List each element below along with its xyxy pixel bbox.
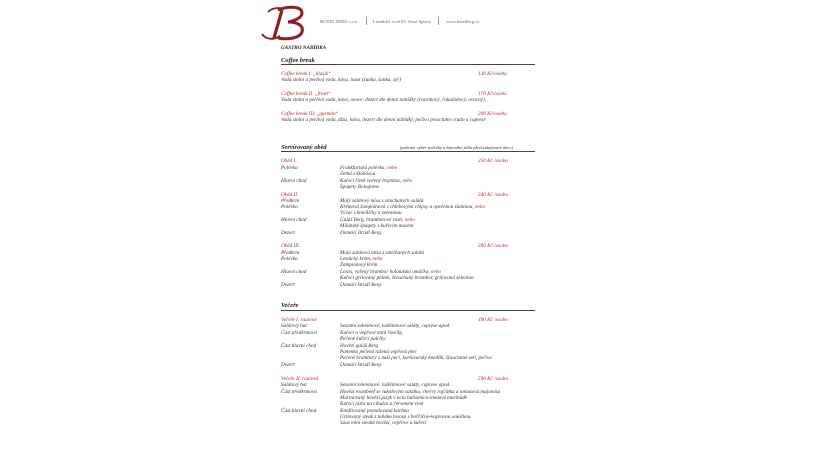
course-dish: Milánské špagety s kuřecím masem [340,223,414,229]
lunch-menu-name: Oběd II. [281,192,299,198]
hotel-berg-logo [258,4,310,42]
course-label: Dezert [281,282,295,288]
course-dish: Vývar s knedlíčky a zeleninou [340,210,402,216]
course-dish: Zelná s klobásou [340,171,376,177]
coffee-item-price: 130 Kč/osoba [478,71,507,77]
course-dish: Frankfurtská polévka, nebo [340,165,398,171]
course-dish: Malý salátový mísa s smíchaných salátů [340,198,424,204]
course-dish: Losos, vařený brambor holandská omáčka, nebo [340,269,442,275]
course-dish: Guláš Berg, bramborové rösti, nebo [340,217,415,223]
company-web: www.hotelberg.cz [446,19,480,24]
course-dish: Špagety Bolognese [340,184,380,190]
course-dish: Sezonní zeleninové, luštěninové saláty, caprese apod. [340,382,451,388]
course-dish: Domácí štrúdl Berg [340,362,382,368]
coffee-item-price: 170 Kč/osoba [478,91,507,97]
section-title-dinner: Večeře [281,302,299,309]
course-dish: Domácí štrúdl Berg [340,282,382,288]
lunch-note: (pokrmy výběr polévky a hlavního jídla před zahájením akce) [400,145,513,150]
course-label: Část hlavní chod [281,343,317,349]
course-label: Část předkrmová [281,330,317,336]
lunch-menu-price: 340 Kč /osoba [478,192,508,198]
course-label: Hlavní chod [281,178,307,184]
company-address: Lázeňský vrch 82, Staré Splavy [373,19,432,24]
coffee-item-price: 200 Kč/osoba [478,111,507,117]
course-dish: Sezonní zeleninové, luštěninové saláty, caprese apod. [340,323,451,329]
course-label: Hlavní chod [281,269,307,275]
coffee-item-desc: Voda stolní a perlivá voda, káva, toast (šunka, šunka, sýr) [281,77,402,83]
lunch-menu-price: 390 Kč /osoba [478,243,508,249]
section-rule [281,64,535,65]
course-dish: Domácí štrúdl Berg [340,230,382,236]
course-dish: Pečené kuřecí paličky [340,336,386,342]
course-dish: Kuřecí řízek vařený brambor, nebo [340,178,413,184]
course-dish: Grilovaný steak z tuňáku lososa s hořčično-koprovou omáčkou [340,414,471,420]
course-label: Polévka [281,256,298,262]
course-dish: Hovězí guláš Berg [340,343,379,349]
lunch-menu-name: Oběd III. [281,243,301,249]
course-label: Část hlavní chod [281,408,317,414]
coffee-item-name: Coffee break II. „fresh“ [281,91,331,97]
company-name: HOTEL BERG s.r.o. [320,19,359,24]
course-dish: Kuřecí a vepřové mini řízečky, [340,330,404,336]
course-dish: Panenka pečená tažená vepřová plec [340,349,417,355]
lunch-menu-price: 250 Kč /osoba [478,158,508,164]
course-dish: Konfitovaná pomalovaná kachna [340,408,409,414]
course-dish: Krémová žampiónová s chlebovými chipsy a opečenou slaninou, nebo [340,204,486,210]
course-dish: Kuřecí grilovaný plátek, šťouchaný brambor, grilovaná zelenina [340,275,474,281]
course-dish: Žampionový krém [340,262,378,268]
course-dish: Pečené brambory s naší pecí, karlovarský knedlík, šťouchané zelí, pečivo [340,355,492,361]
course-label: Předkrm [281,250,300,256]
course-label: Dezert [281,230,295,236]
course-label: Salátový bar [281,382,308,388]
course-dish: Hovězí roastbeef se rukolovým salátku, cherry rajčátka a tomatová majonéza [340,389,501,395]
course-label: Salátový bar [281,323,308,329]
coffee-item-name: Coffee break III. „gurmán“ [281,111,339,117]
dinner-menu-price: 490 Kč /osoba [478,317,508,323]
coffee-item-desc: Voda stolní a perlivá voda, džus, káva, dezert dle denní nabídky, pečivo prosciutto crudo a caprese [281,117,486,123]
coffee-item-desc: Voda stolní a perlivá voda, káva, ovoce, dezert dle denní nabídky (tvarohový, čokoládový, ovocný) [281,97,485,103]
course-label: Předkrm [281,198,300,204]
course-label: Polévka [281,204,298,210]
course-dish: Lesnický krém, nebo [340,256,383,262]
coffee-item-name: Coffee break I. „klasik“ [281,71,331,77]
course-dish: Kuřecí játra na cibulce a červeném víně [340,401,424,407]
document-title: GASTRO NABÍDKA [281,45,327,51]
course-label: Dezert [281,362,295,368]
header-divider [438,17,439,25]
dinner-menu-name: Večeře II. rautová [281,376,319,382]
dinner-menu-price: 590 Kč /osoba [478,376,508,382]
course-label: Polévka [281,165,298,171]
course-label: Část předkrmová [281,389,317,395]
course-dish: Malá salátová mísa s smíchaných salátů [340,250,425,256]
section-title-coffee: Coffee break [281,57,315,64]
section-rule [281,310,535,311]
header-divider [366,17,367,25]
course-dish: Marinovaný hovězí jazyk v octu balsamico-medové marinádě [340,395,468,401]
course-label: Hlavní chod [281,217,307,223]
section-rule [281,151,535,152]
section-title-lunch: Servírovaný oběd [281,144,327,151]
dinner-menu-name: Večeře I. rautová [281,317,317,323]
course-dish: Sous mini steaků hovězí, vepřové a kuřecí [340,420,427,426]
lunch-menu-name: Oběd I. [281,158,297,164]
